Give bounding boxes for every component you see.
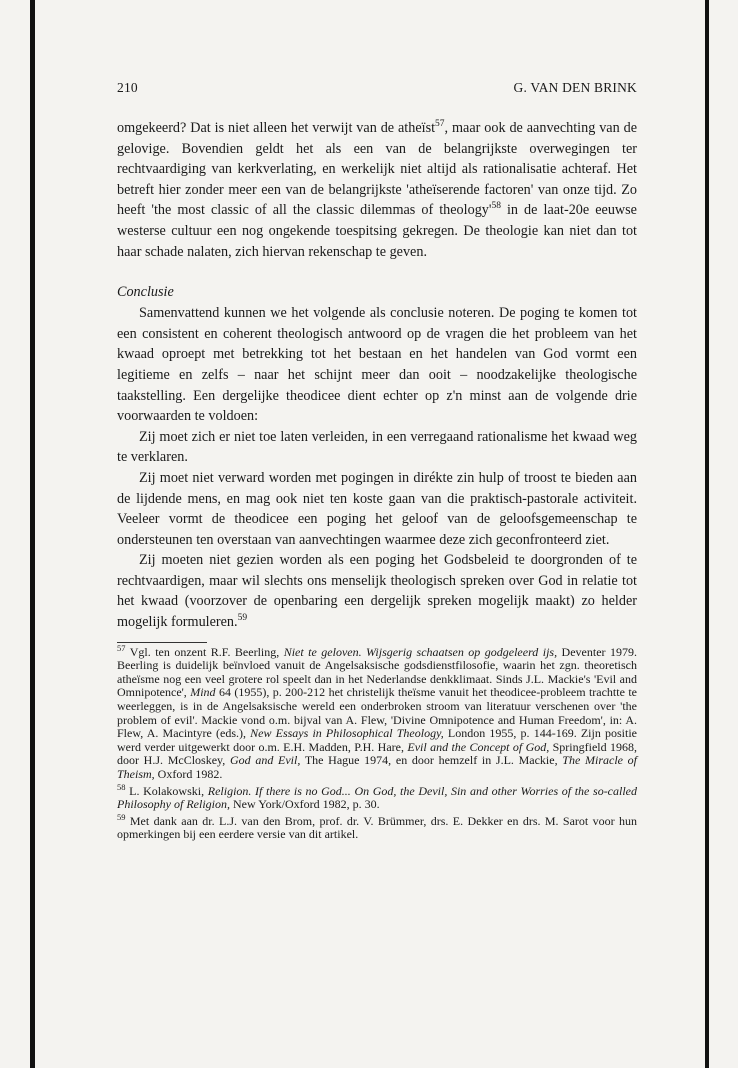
footnote-ref-58[interactable]: 58	[491, 201, 501, 212]
footnote-ref-57[interactable]: 57	[435, 119, 445, 129]
footnote-text: L. Kolakowski,	[125, 783, 208, 798]
footnote-number: 58	[117, 781, 126, 792]
footnote-divider	[117, 642, 207, 643]
footnote-ref-59[interactable]: 59	[237, 613, 248, 624]
body-text	[117, 118, 637, 633]
footnote-text: London 1955, p. 144-169. Zijn positie werd verder uitgewerkt door o.m. E.H. Madden, P.H. Hare,	[117, 726, 637, 754]
intro-text-3: in de laat-20e eeuwse westerse cultuur een nog ongekende toespitsing gekregen. De theologie kan niet dan tot haar schade nalaten, zich hiervan rekenschap te geven.	[117, 202, 637, 260]
intro-text-2: , maar ook de aanvechting van de gelovige. Bovendien geldt het als een van de belangrijkste overwegingen ter rechtvaardiging van kerkverlating, en werkelijk niet altijd als rationalisatie achteraf. Het betreft hier zonder meer een van de belangrijkste 'atheïserende factoren' van onze tijd. Zo heeft 'the most classic of all the classic dilemmas of theology'	[117, 120, 637, 219]
conclusion-paragraph-4-text: Zij moeten niet gezien worden als een poging het Godsbeleid te doorgronden of te rechtvaardigen, maar wil slechts ons menselijk theologisch spreken over God in relatie tot het kwaad (voorzover de openbaring een dergelijk spreken mogelijk maakt) zo helder mogelijk formuleren.	[117, 552, 637, 631]
conclusion-paragraph-3: Zij moet niet verward worden met pogingen in dirékte zin hulp of troost te bieden aan de lijdende mens, en mag ook niet ten koste gaan van die praktisch-pastorale activiteit. Veeleer vormt de theodicee een poging het geloof van de geloofsgemeenschap te ondersteunen ten overstaan van aanvechtingen waarmee deze zich geconfronteerd ziet.	[117, 469, 637, 548]
scan-border-right	[705, 0, 709, 1068]
footnote-text: Springfield 1968, door H.J. McCloskey,	[117, 739, 638, 768]
footnote-text: New York/Oxford 1982, p. 30.	[230, 797, 380, 812]
page	[117, 80, 637, 845]
intro-text-1: omgekeerd? Dat is niet alleen het verwijt van de atheïst	[117, 120, 436, 136]
footnote-58	[117, 781, 638, 812]
footnote-title: Religion. If there is no God... On God, the Devil, Sin and other Worries of the so-called Philosophy of Religion,	[117, 783, 638, 812]
footnotes	[117, 642, 638, 842]
footnote-title: The Miracle of Theism,	[117, 753, 637, 781]
footnote-title: Niet te geloven. Wijsgerig schaatsen op godgeleerd ijs,	[283, 644, 558, 659]
conclusion-paragraph-4	[117, 550, 637, 632]
running-head	[117, 80, 637, 96]
footnote-title: New Essays in Philosophical Theology,	[250, 726, 444, 741]
page-number: 210	[117, 80, 138, 95]
footnote-number: 57	[117, 642, 126, 653]
footnote-57	[117, 642, 638, 782]
intro-paragraph	[117, 118, 637, 262]
footnote-text: Met dank aan dr. L.J. van den Brom, prof. dr. V. Brümmer, drs. E. Dekker en drs. M. Sarot voor hun opmerkingen bij een eerdere versie van dit artikel.	[117, 813, 637, 842]
footnote-title: God and Evil,	[229, 753, 301, 768]
footnote-text: The Hague 1974, en door hemzelf in J.L. Mackie,	[300, 753, 563, 768]
footnote-59	[117, 811, 637, 842]
running-author: G. VAN DEN BRINK	[513, 80, 637, 95]
section-title: Conclusie	[117, 284, 174, 301]
footnote-text: Vgl. ten onzent R.F. Beerling,	[125, 644, 284, 659]
footnote-text: Deventer 1979. Beerling is duidelijk beïnvloed vanuit de Angelsaksische godsdienstfilosofie, waarin het zgn. theoretisch atheïsme nog een veel grotere rol speelt dan in het Nederlandse denkklimaat. Sinds J.L. Mackie's 'Evil and Omnipotence',	[117, 644, 637, 700]
conclusion-paragraph-1: Samenvattend kunnen we het volgende als conclusie noteren. De poging te komen tot een consistent en coherent theologisch antwoord op de vragen die het probleem van het kwaad oproept met betrekking tot het bestaan en het handelen van God vormt een legitieme en zelfs – naar het schijnt meer dan ooit – noodzakelijke theologische taakstelling. Een dergelijke theodicee dient echter op z'n minst aan de volgende drie voorwaarden te voldoen:	[117, 305, 637, 425]
footnote-title: Evil and the Concept of God,	[407, 739, 550, 754]
scan-border-left	[30, 0, 35, 1068]
footnote-title: Mind	[190, 685, 216, 700]
footnote-text: Oxford 1982.	[154, 767, 223, 781]
footnote-number: 59	[117, 811, 126, 822]
footnote-text: 64 (1955), p. 200-212 het christelijk theïsme vanuit het theodicee-probleem trachtte te weerleggen, is in de Angelsaksische wereld een onderbroken stroom van literatuur verschenen over 'the problem of evil'. Mackie vond o.m. bijval van A. Flew, 'Divine Omnipotence and Human Freedom', in: A. Flew, A. Macintyre (eds.),	[117, 685, 637, 741]
conclusion-paragraph-2: Zij moet zich er niet toe laten verleiden, in een verregaand rationalisme het kwaad weg te verklaren.	[117, 428, 637, 466]
